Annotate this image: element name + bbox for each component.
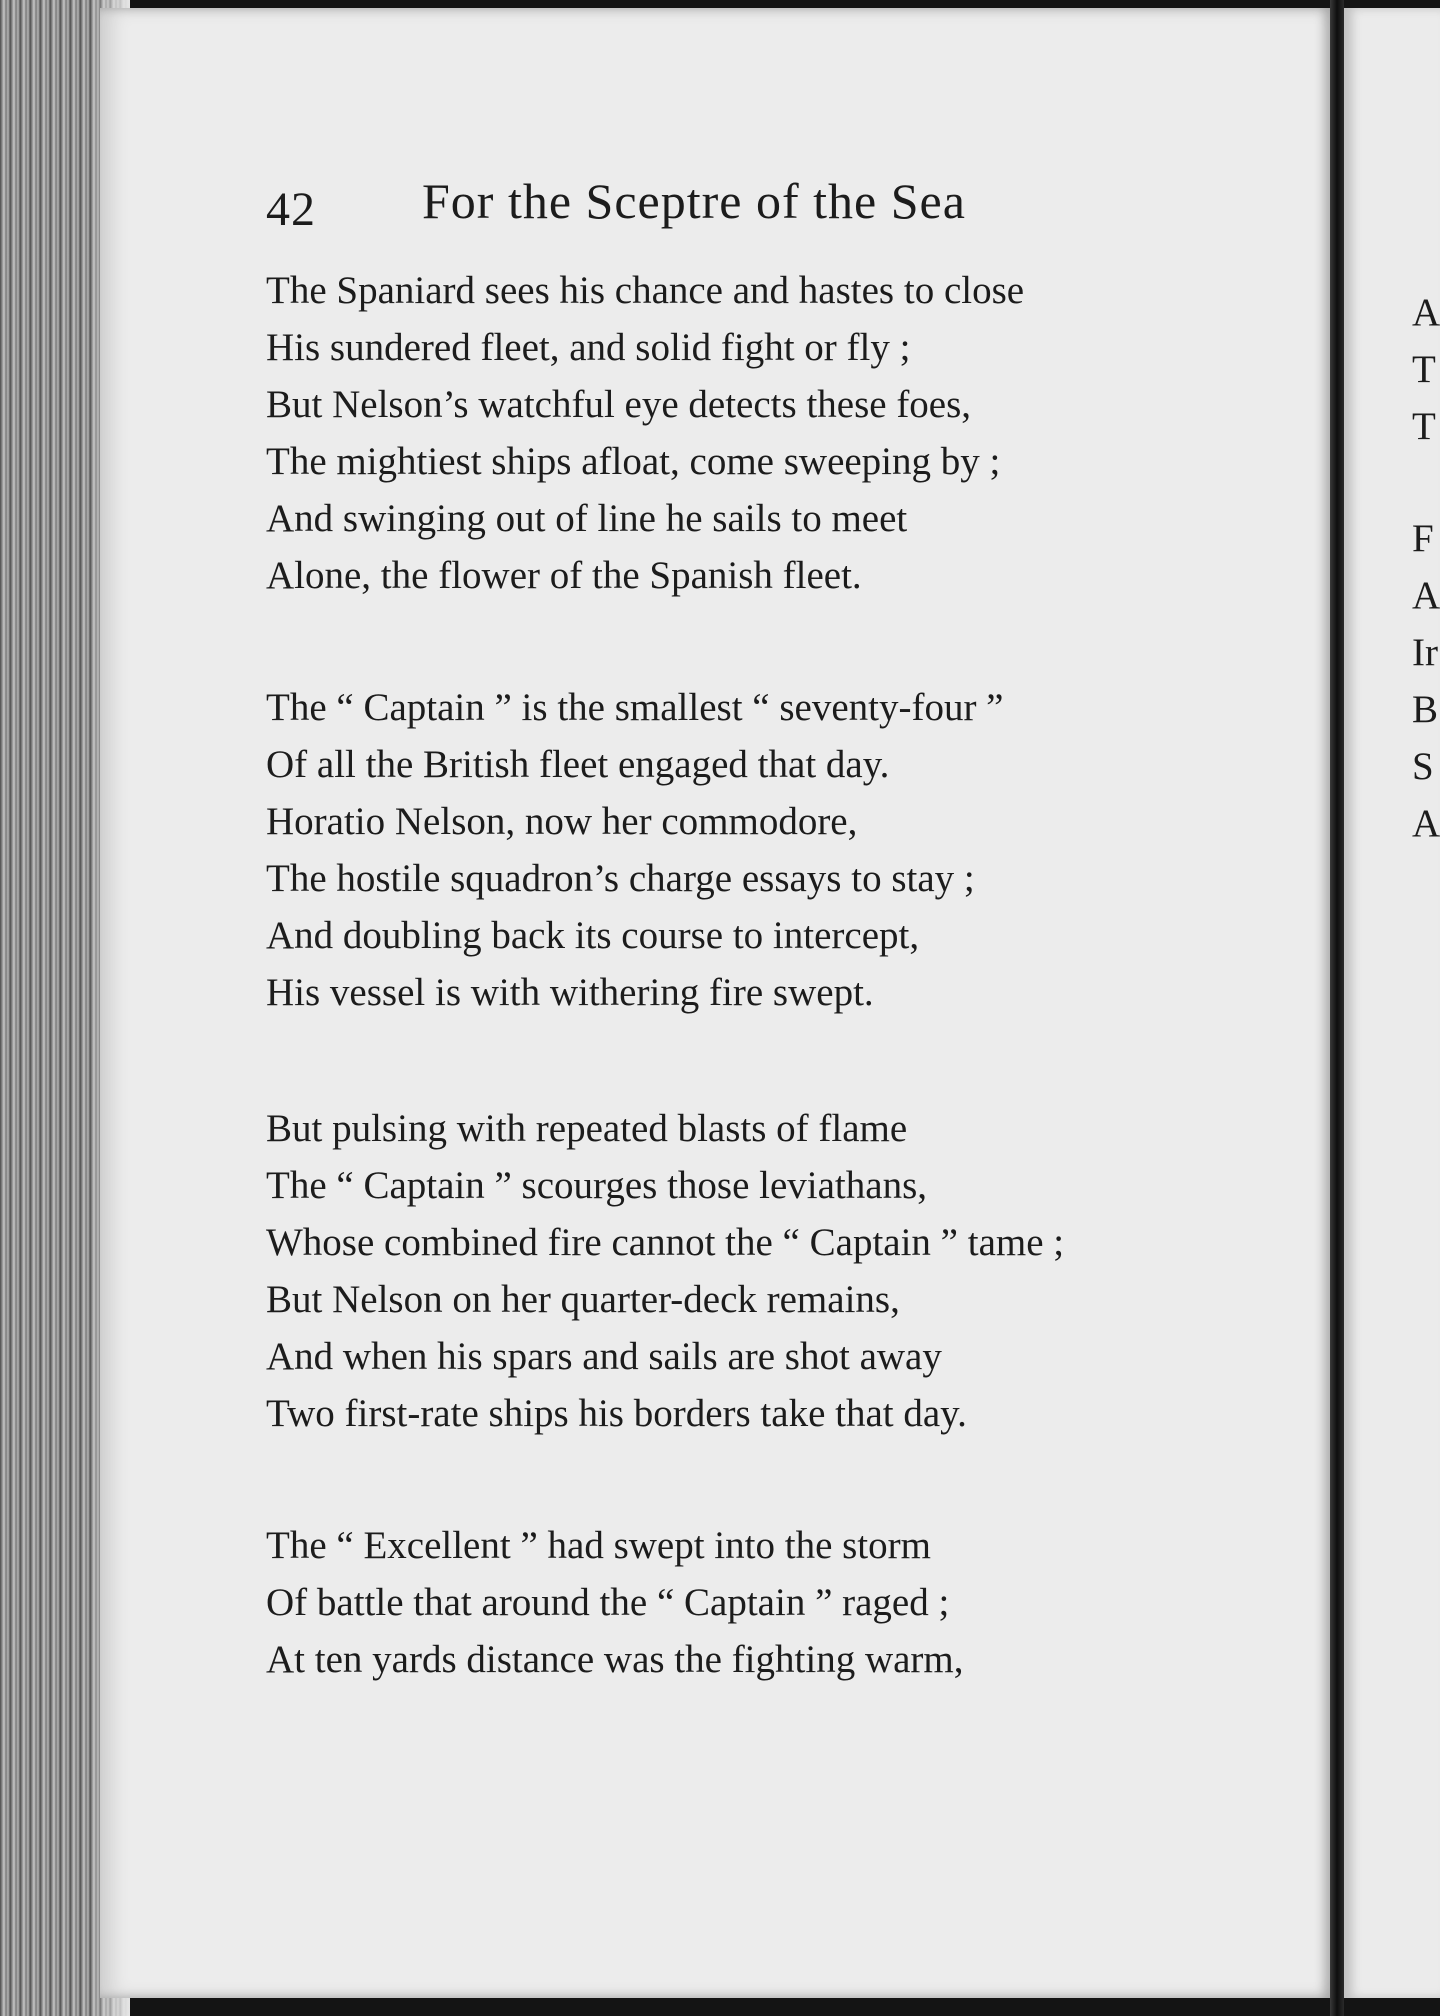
verse-line: At ten yards distance was the fighting warm,: [266, 1638, 964, 1681]
verse-line: And swinging out of line he sails to meet: [266, 497, 908, 540]
verse-line: And doubling back its course to intercept,: [266, 914, 920, 957]
stanza: [266, 679, 1266, 1021]
verse-line: Two first-rate ships his borders take that day.: [266, 1392, 967, 1435]
verse-line: But Nelson’s watchful eye detects these foes,: [266, 383, 972, 426]
verse-line: But pulsing with repeated blasts of flame: [266, 1107, 908, 1150]
verse-line: And when his spars and sails are shot away: [266, 1335, 942, 1378]
facing-page: [1344, 8, 1440, 1998]
facing-line-start: S: [1412, 745, 1434, 788]
facing-line-start: A: [1412, 802, 1440, 845]
page-number: 42: [266, 183, 316, 236]
verse-line: His vessel is with withering fire swept.: [266, 971, 874, 1014]
verse-line: The Spaniard sees his chance and hastes to close: [266, 269, 1025, 312]
verse-line: Of all the British fleet engaged that day.: [266, 743, 890, 786]
verse-line: His sundered fleet, and solid fight or fly ;: [266, 326, 911, 369]
verse-line: Whose combined fire cannot the “ Captain ” tame ;: [266, 1221, 1065, 1264]
facing-line-start: A: [1412, 291, 1440, 334]
stanza: [266, 1517, 1266, 1688]
verse-line: Horatio Nelson, now her commodore,: [266, 800, 858, 843]
verse-line: Of battle that around the “ Captain ” raged ;: [266, 1581, 950, 1624]
verse-line: The mightiest ships afloat, come sweeping by ;: [266, 440, 1001, 483]
facing-line-start: A: [1412, 574, 1440, 617]
facing-line-start: Ir: [1412, 631, 1438, 674]
facing-line-start: T: [1412, 348, 1436, 391]
verse-line: Alone, the flower of the Spanish fleet.: [266, 554, 862, 597]
running-title: For the Sceptre of the Sea: [422, 173, 966, 229]
verse-line: But Nelson on her quarter-deck remains,: [266, 1278, 900, 1321]
book-gutter: [1330, 0, 1344, 2016]
stanza: [266, 1100, 1266, 1442]
verse-line: The “ Captain ” scourges those leviathans,: [266, 1164, 928, 1207]
running-head: [266, 172, 1166, 242]
facing-line-start: F: [1412, 517, 1434, 560]
facing-line-start: B: [1412, 688, 1439, 731]
facing-line-start: T: [1412, 405, 1436, 448]
verse-line: The “ Captain ” is the smallest “ seventy-four ”: [266, 686, 1004, 729]
stanza: [266, 262, 1266, 604]
verse-line: The “ Excellent ” had swept into the storm: [266, 1524, 931, 1567]
verse-line: The hostile squadron’s charge essays to stay ;: [266, 857, 975, 900]
